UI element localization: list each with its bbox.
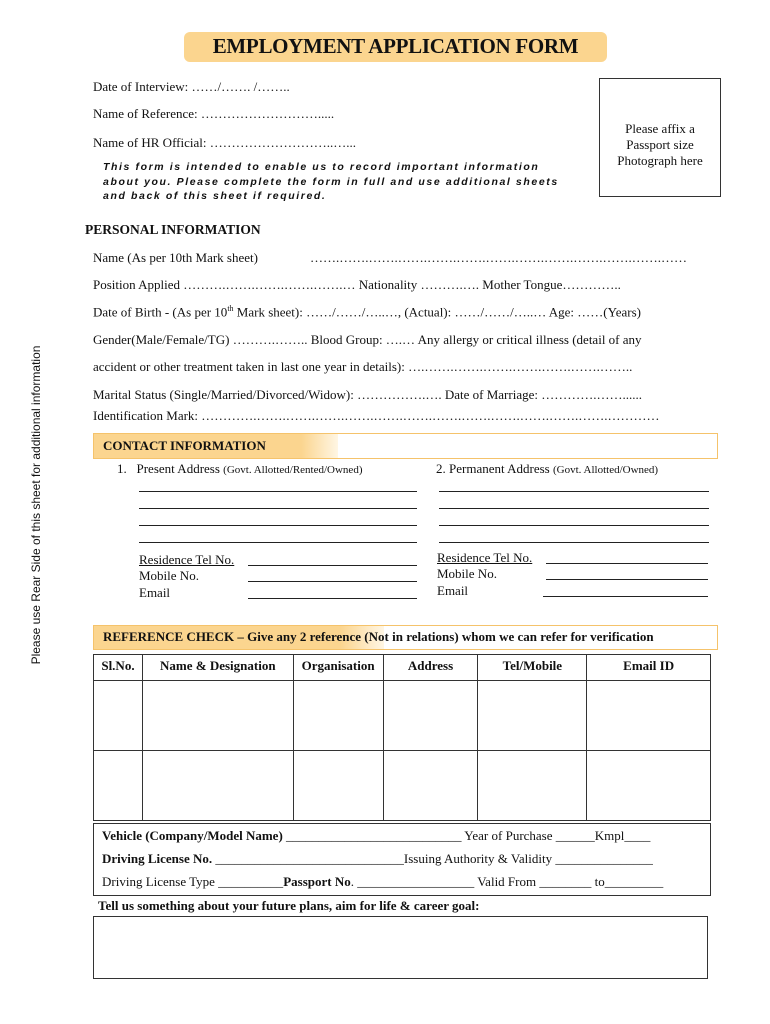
- license-type-label: Driving License Type __________: [102, 874, 284, 889]
- contact-info-heading: CONTACT INFORMATION: [103, 438, 266, 453]
- column-header: Name & Designation: [142, 655, 293, 681]
- page-title: EMPLOYMENT APPLICATION FORM: [212, 34, 579, 58]
- table-row: [94, 751, 711, 821]
- table-cell[interactable]: [94, 751, 143, 821]
- table-cell[interactable]: [293, 751, 383, 821]
- table-cell[interactable]: [587, 681, 711, 751]
- table-cell[interactable]: [383, 751, 478, 821]
- present-address-title: Present Address: [136, 461, 220, 476]
- table-cell[interactable]: [94, 681, 143, 751]
- name-field[interactable]: …….…….…….…….…….…….…….…….…….…….…….…….……: [310, 250, 687, 265]
- column-header: Organisation: [293, 655, 383, 681]
- vehicle-label: Vehicle (Company/Model Name): [102, 828, 283, 843]
- table-cell[interactable]: [142, 751, 293, 821]
- photo-text-line: Passport size: [626, 137, 694, 152]
- note-line: This form is intended to enable us to record important information: [103, 161, 540, 173]
- note-line: about you. Please complete the form in full and use additional sheets: [103, 175, 559, 188]
- table-cell[interactable]: [383, 681, 478, 751]
- name-of-hr-field[interactable]: Name of HR Official: ………………………..…...: [93, 135, 356, 150]
- future-plans-heading: Tell us something about your future plans, aim for life & career goal:: [98, 898, 480, 913]
- permanent-address-note: (Govt. Allotted/Owned): [552, 464, 659, 476]
- permanent-mobile-label: Mobile No.: [437, 566, 497, 581]
- permanent-address-line-3[interactable]: [439, 525, 709, 526]
- present-address-note: (Govt. Allotted/Rented/Owned): [223, 464, 363, 476]
- present-address-label: [117, 461, 362, 477]
- note-line: and back of this sheet if required.: [103, 190, 327, 202]
- gender-blood-line[interactable]: Gender(Male/Female/TG) ……….…….. Blood Group: ….… Any allergy or critical illness (detail of any: [93, 332, 642, 347]
- present-residence-tel-label: Residence Tel No.: [139, 552, 235, 567]
- side-note: Please use Rear Side of this sheet for additional information: [29, 345, 43, 665]
- permanent-email-field[interactable]: [543, 596, 708, 597]
- driving-license-line[interactable]: [102, 851, 653, 867]
- dob-line[interactable]: [93, 304, 641, 320]
- dob-superscript: th: [227, 304, 234, 313]
- vehicle-line[interactable]: [102, 828, 650, 844]
- photo-box[interactable]: [599, 78, 721, 197]
- present-mobile-field[interactable]: [248, 581, 417, 582]
- present-address-line-3[interactable]: [139, 525, 417, 526]
- column-header: Tel/Mobile: [478, 655, 587, 681]
- present-email-label: Email: [139, 585, 171, 600]
- present-residence-tel-field[interactable]: [248, 565, 417, 566]
- present-address-line-2[interactable]: [139, 508, 417, 509]
- table-cell[interactable]: [478, 681, 587, 751]
- present-address-number: 1.: [117, 461, 127, 476]
- dob-label: Date of Birth - (As per 10: [93, 304, 228, 320]
- permanent-address-line-4[interactable]: [439, 542, 709, 543]
- table-row: [94, 681, 711, 751]
- photo-text-line: Photograph here: [617, 153, 703, 168]
- driving-license-label: Driving License No.: [102, 851, 213, 866]
- column-header: Email ID: [587, 655, 711, 681]
- reference-check-heading: REFERENCE CHECK – Give any 2 reference (Not in relations) whom we can refer for verification: [103, 629, 654, 644]
- table-cell[interactable]: [587, 751, 711, 821]
- vehicle-blank: ___________________________: [286, 828, 462, 843]
- license-type-line[interactable]: [102, 874, 663, 890]
- column-header: Sl.No.: [94, 655, 143, 681]
- permanent-address-label: [436, 461, 658, 477]
- future-plans-textarea[interactable]: [93, 916, 708, 979]
- table-cell[interactable]: [142, 681, 293, 751]
- issuing-authority: Issuing Authority & Validity _______________: [403, 851, 653, 866]
- year-of-purchase: Year of Purchase ______Kmpl____: [461, 828, 651, 843]
- permanent-residence-tel-label: Residence Tel No.: [437, 550, 533, 565]
- identification-mark-line[interactable]: Identification Mark: ………….…….…….…….…….…….…….…….…….…….…….…….…….…………: [93, 408, 660, 423]
- permanent-address-line-1[interactable]: [439, 491, 709, 492]
- passport-label: Passport No: [283, 874, 351, 889]
- permanent-address-line-2[interactable]: [439, 508, 709, 509]
- present-address-line-1[interactable]: [139, 491, 417, 492]
- dob-fields: Mark sheet): ……/……/…..…, (Actual): ……/……/…..… Age: ……(Years): [233, 304, 641, 320]
- present-mobile-label: Mobile No.: [139, 568, 199, 583]
- column-header: Address: [383, 655, 478, 681]
- permanent-residence-tel-field[interactable]: [546, 563, 708, 564]
- table-header-row: [94, 655, 711, 681]
- personal-info-heading: PERSONAL INFORMATION: [85, 222, 261, 237]
- date-of-interview-field[interactable]: Date of Interview: ……/……. /……..: [93, 79, 290, 94]
- name-of-reference-field[interactable]: Name of Reference: ……………………….....: [93, 106, 335, 121]
- position-nationality-line[interactable]: Position Applied ……….…….…….…….…….… Nationality ……….…. Mother Tongue…………..: [93, 277, 621, 292]
- permanent-address-title: 2. Permanent Address: [436, 461, 550, 476]
- present-email-field[interactable]: [248, 598, 417, 599]
- instructions-note: [103, 160, 559, 204]
- marital-status-line[interactable]: Marital Status (Single/Married/Divorced/Widow): …………….…. Date of Marriage: ………….……......: [93, 387, 642, 402]
- passport-valid-fields: . __________________ Valid From ________ to_________: [350, 874, 664, 889]
- reference-table: [93, 654, 711, 821]
- table-cell[interactable]: [478, 751, 587, 821]
- driving-license-blank: _____________________________: [212, 851, 404, 866]
- present-address-line-4[interactable]: [139, 542, 417, 543]
- accident-line[interactable]: accident or other treatment taken in last one year in details): ….…….…….…….…….…….…….……..: [93, 359, 633, 374]
- table-cell[interactable]: [293, 681, 383, 751]
- permanent-email-label: Email: [437, 583, 469, 598]
- name-label: Name (As per 10th Mark sheet): [93, 250, 258, 265]
- permanent-mobile-field[interactable]: [546, 579, 708, 580]
- photo-text-line: Please affix a: [625, 121, 695, 136]
